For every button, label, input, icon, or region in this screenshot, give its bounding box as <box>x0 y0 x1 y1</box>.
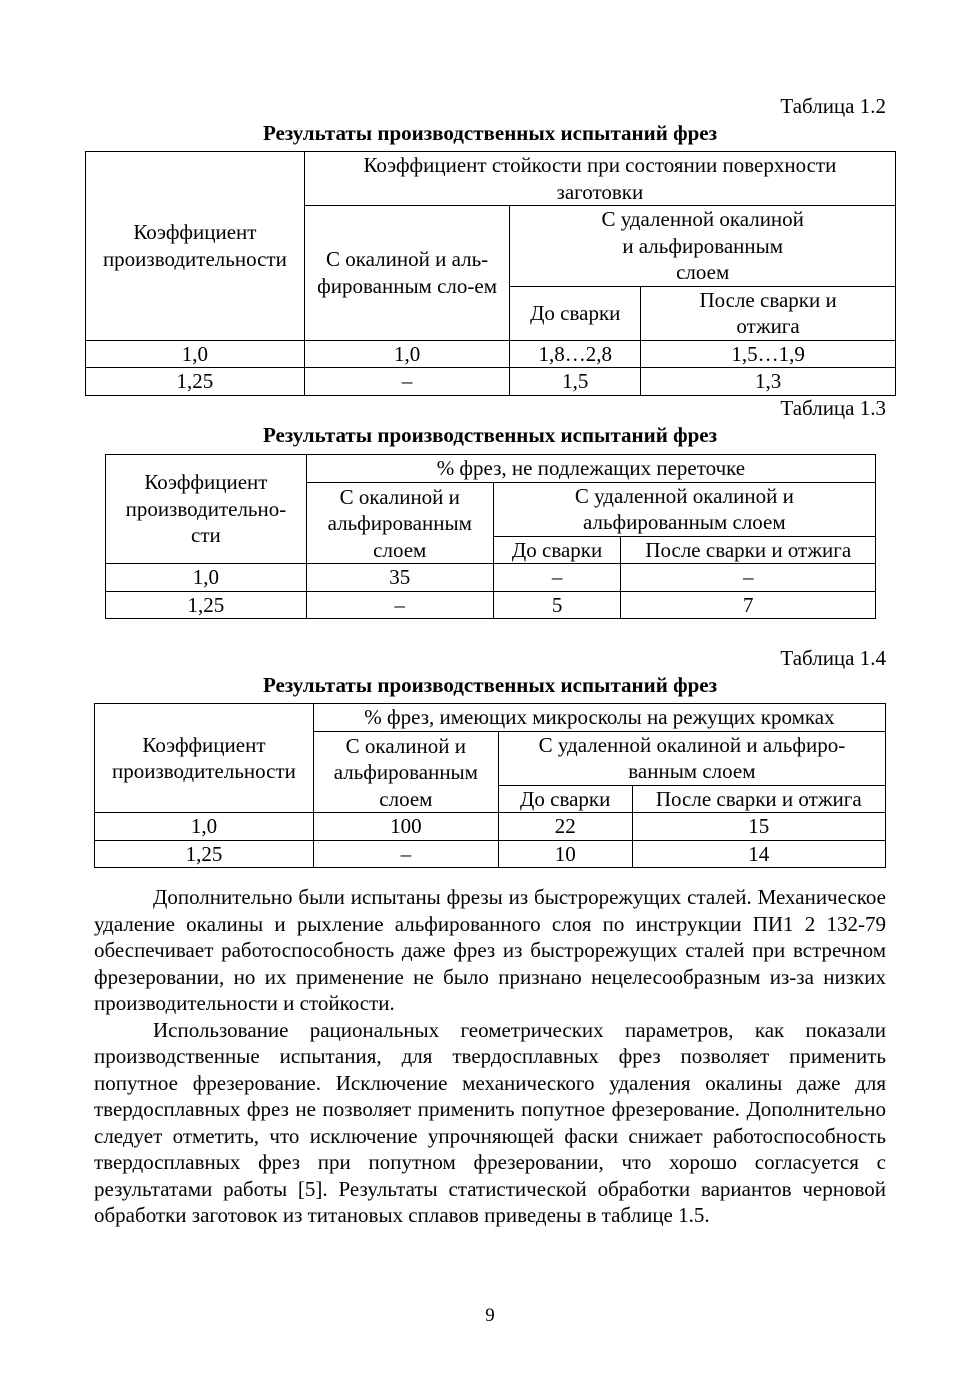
cell-with-scale: 100 <box>313 813 498 841</box>
header-before-welding: До сварки <box>493 536 621 564</box>
cell-with-scale: 1,0 <box>304 340 510 368</box>
cell-before-welding: 10 <box>498 840 632 868</box>
page-number: 9 <box>485 1305 495 1326</box>
cell-coefficient: 1,25 <box>106 591 307 619</box>
header-before-welding: До сварки <box>510 286 641 340</box>
cell-coefficient: 1,0 <box>106 564 307 592</box>
cell-with-scale: – <box>306 591 493 619</box>
header-before-welding: До сварки <box>498 785 632 813</box>
header-after-welding: После сварки и отжига <box>641 286 896 340</box>
header-coefficient: Коэффициент производительности <box>95 704 314 813</box>
cell-after-welding: – <box>621 564 876 592</box>
cell-coefficient: 1,25 <box>86 368 305 396</box>
table-title: Результаты производственных испытаний фрез <box>262 423 718 447</box>
cell-before-welding: 5 <box>493 591 621 619</box>
header-with-scale: С окалиной и альфированным слоем <box>313 731 498 813</box>
header-group: % фрез, не подлежащих переточке <box>306 455 875 483</box>
header-after-welding: После сварки и отжига <box>632 785 885 813</box>
table-row <box>86 340 896 368</box>
header-scale-removed: С удаленной окалиной и альфированным слоем <box>510 206 896 287</box>
body-text <box>94 884 886 1229</box>
table-caption: Таблица 1.2 <box>780 94 886 118</box>
header-with-scale: С окалиной и альфированным слоем <box>306 482 493 564</box>
cell-after-welding: 14 <box>632 840 885 868</box>
header-coefficient: Коэффициент производительно-сти <box>106 455 307 564</box>
cell-after-welding: 1,5…1,9 <box>641 340 896 368</box>
table-title: Результаты производственных испытаний фрез <box>262 121 718 145</box>
results-table-1-4 <box>94 703 886 868</box>
header-scale-removed: С удаленной окалиной и альфированным слоем <box>493 482 875 536</box>
header-scale-removed: С удаленной окалиной и альфиро-ванным слоем <box>498 731 885 785</box>
header-with-scale: С окалиной и аль-фированным сло-ем <box>304 206 510 341</box>
table-row <box>95 813 886 841</box>
paragraph: Использование рациональных геометрических параметров, как показали производственные испытания, для твердосплавных фрез позволяет применить попутное фрезерование. Исключение механического удаления окалины даже для твердосплавных фрез не позволяет применить попутное фрезерование. Дополнительно следует отметить, что исключение упрочняющей фаски снижает работоспособность твердосплавных фрез при попутном фрезеровании, что хорошо согласуется с результатами работы [5]. Результаты статистической обработки вариантов черновой обработки заготовок из титановых сплавов приведены в таблице 1.5. <box>94 1017 886 1227</box>
table-caption: Таблица 1.3 <box>780 396 886 420</box>
cell-coefficient: 1,0 <box>95 813 314 841</box>
cell-after-welding: 7 <box>621 591 876 619</box>
table-row <box>86 368 896 396</box>
header-after-welding: После сварки и отжига <box>621 536 876 564</box>
cell-before-welding: – <box>493 564 621 592</box>
paragraph: Дополнительно были испытаны фрезы из быстрорежущих сталей. Механическое удаление окалины и рыхление альфированного слоя по инструкции ПИ1 2 132-79 обеспечивает работоспособность даже фрез из быстрорежущих сталей при встречном фрезеровании, но их применение не было признано нецелесообразным из-за низких производительности и стойкости. <box>94 885 886 1015</box>
cell-after-welding: 15 <box>632 813 885 841</box>
table-row <box>106 564 876 592</box>
header-group: Коэффициент стойкости при состоянии поверхности заготовки <box>304 152 895 206</box>
results-table-1-2 <box>85 151 896 396</box>
cell-before-welding: 1,8…2,8 <box>510 340 641 368</box>
cell-after-welding: 1,3 <box>641 368 896 396</box>
cell-before-welding: 1,5 <box>510 368 641 396</box>
cell-with-scale: – <box>304 368 510 396</box>
table-caption: Таблица 1.4 <box>780 646 886 670</box>
header-group: % фрез, имеющих микросколы на режущих кромках <box>313 704 885 732</box>
cell-with-scale: – <box>313 840 498 868</box>
table-row <box>95 840 886 868</box>
cell-coefficient: 1,25 <box>95 840 314 868</box>
table-row <box>106 591 876 619</box>
cell-with-scale: 35 <box>306 564 493 592</box>
header-coefficient: Коэффициент производительности <box>86 152 305 341</box>
cell-before-welding: 22 <box>498 813 632 841</box>
table-title: Результаты производственных испытаний фрез <box>262 673 718 697</box>
cell-coefficient: 1,0 <box>86 340 305 368</box>
results-table-1-3 <box>105 454 876 619</box>
